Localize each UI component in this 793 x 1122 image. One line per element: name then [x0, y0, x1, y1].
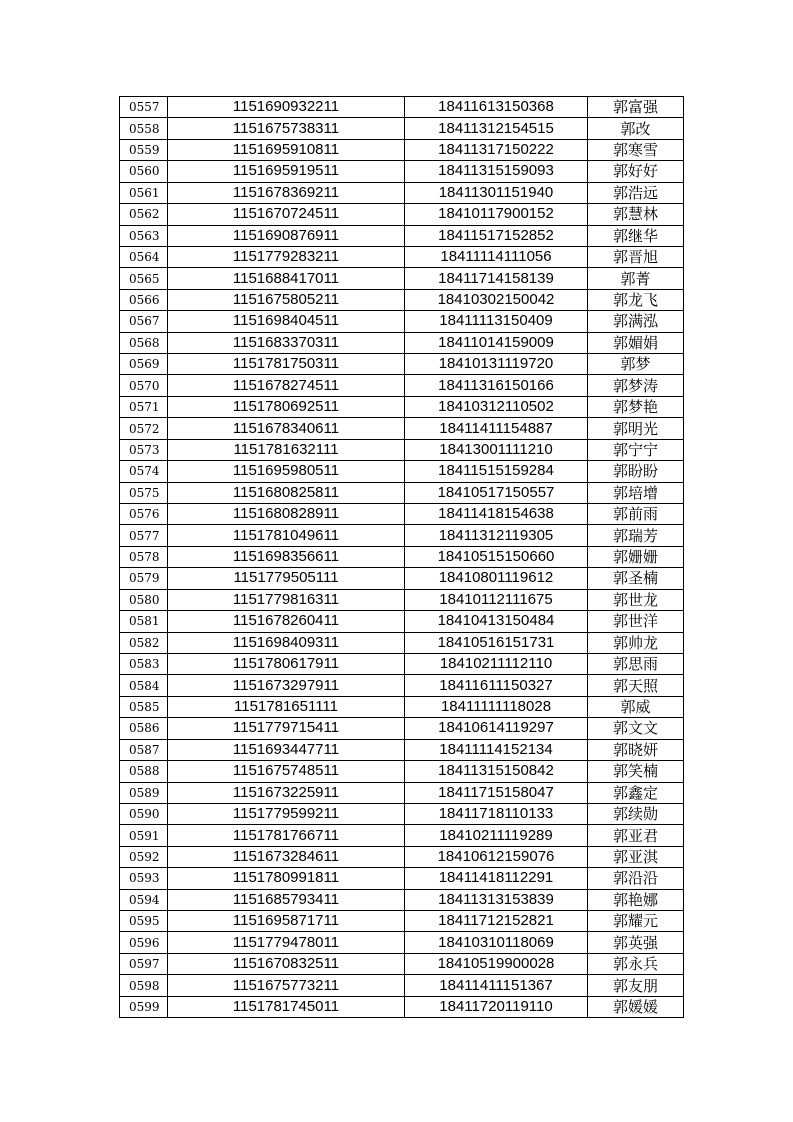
person-name-cell: 郭培增 — [588, 482, 684, 503]
id-number-cell: 1151780692511 — [168, 396, 405, 417]
phone-number-cell: 18411411154887 — [405, 418, 588, 439]
id-number-cell: 1151695910811 — [168, 139, 405, 160]
id-number-cell: 1151779816311 — [168, 589, 405, 610]
person-name-cell: 郭天照 — [588, 675, 684, 696]
table-row — [120, 846, 684, 867]
phone-number-cell: 18411313153839 — [405, 889, 588, 910]
person-name-cell: 郭龙飞 — [588, 289, 684, 310]
table-row — [120, 803, 684, 824]
person-name-cell: 郭媚娟 — [588, 332, 684, 353]
row-number-cell: 0582 — [120, 632, 168, 653]
phone-number-cell: 18410612159076 — [405, 846, 588, 867]
phone-number-cell: 18411114111056 — [405, 246, 588, 267]
phone-number-cell: 18411113150409 — [405, 311, 588, 332]
id-number-cell: 1151678274511 — [168, 375, 405, 396]
row-number-cell: 0574 — [120, 461, 168, 482]
row-number-cell: 0584 — [120, 675, 168, 696]
id-number-cell: 1151675773211 — [168, 975, 405, 996]
phone-number-cell: 18411312119305 — [405, 525, 588, 546]
person-name-cell: 郭慧林 — [588, 204, 684, 225]
table-row — [120, 139, 684, 160]
row-number-cell: 0585 — [120, 696, 168, 717]
id-number-cell: 1151779599211 — [168, 803, 405, 824]
row-number-cell: 0593 — [120, 868, 168, 889]
person-name-cell: 郭前雨 — [588, 504, 684, 525]
row-number-cell: 0564 — [120, 246, 168, 267]
phone-number-cell: 18411720119110 — [405, 996, 588, 1017]
person-name-cell: 郭耀元 — [588, 911, 684, 932]
id-number-cell: 1151781766711 — [168, 825, 405, 846]
id-number-cell: 1151670724511 — [168, 204, 405, 225]
table-row — [120, 439, 684, 460]
id-number-cell: 1151675748511 — [168, 761, 405, 782]
id-number-cell: 1151698409311 — [168, 632, 405, 653]
phone-number-cell: 18410515150660 — [405, 546, 588, 567]
table-row — [120, 161, 684, 182]
row-number-cell: 0589 — [120, 782, 168, 803]
table-row — [120, 546, 684, 567]
person-name-cell: 郭世洋 — [588, 611, 684, 632]
phone-number-cell: 18411715158047 — [405, 782, 588, 803]
person-name-cell: 郭圣楠 — [588, 568, 684, 589]
person-name-cell: 郭瑞芳 — [588, 525, 684, 546]
row-number-cell: 0566 — [120, 289, 168, 310]
row-number-cell: 0560 — [120, 161, 168, 182]
person-name-cell: 郭鑫定 — [588, 782, 684, 803]
id-number-cell: 1151695871711 — [168, 911, 405, 932]
row-number-cell: 0563 — [120, 225, 168, 246]
row-number-cell: 0594 — [120, 889, 168, 910]
person-name-cell: 郭媛媛 — [588, 996, 684, 1017]
person-name-cell: 郭宁宁 — [588, 439, 684, 460]
id-number-cell: 1151680828911 — [168, 504, 405, 525]
person-name-cell: 郭永兵 — [588, 953, 684, 974]
phone-number-cell: 18411517152852 — [405, 225, 588, 246]
id-number-cell: 1151690932211 — [168, 97, 405, 118]
table-row — [120, 118, 684, 139]
roster-table-body — [120, 97, 684, 1018]
phone-number-cell: 18413001111210 — [405, 439, 588, 460]
id-number-cell: 1151678340611 — [168, 418, 405, 439]
phone-number-cell: 18411317150222 — [405, 139, 588, 160]
person-name-cell: 郭明光 — [588, 418, 684, 439]
id-number-cell: 1151779505111 — [168, 568, 405, 589]
person-name-cell: 郭晓妍 — [588, 739, 684, 760]
id-number-cell: 1151678260411 — [168, 611, 405, 632]
row-number-cell: 0578 — [120, 546, 168, 567]
table-row — [120, 782, 684, 803]
phone-number-cell: 18411301151940 — [405, 182, 588, 203]
table-row — [120, 739, 684, 760]
id-number-cell: 1151678369211 — [168, 182, 405, 203]
phone-number-cell: 18411611150327 — [405, 675, 588, 696]
table-row — [120, 289, 684, 310]
table-row — [120, 568, 684, 589]
table-row — [120, 246, 684, 267]
phone-number-cell: 18410131119720 — [405, 354, 588, 375]
id-number-cell: 1151693447711 — [168, 739, 405, 760]
table-row — [120, 354, 684, 375]
row-number-cell: 0573 — [120, 439, 168, 460]
person-name-cell: 郭艳娜 — [588, 889, 684, 910]
id-number-cell: 1151673225911 — [168, 782, 405, 803]
id-number-cell: 1151688417011 — [168, 268, 405, 289]
phone-number-cell: 18410519900028 — [405, 953, 588, 974]
row-number-cell: 0575 — [120, 482, 168, 503]
row-number-cell: 0586 — [120, 718, 168, 739]
person-name-cell: 郭沿沿 — [588, 868, 684, 889]
row-number-cell: 0559 — [120, 139, 168, 160]
id-number-cell: 1151690876911 — [168, 225, 405, 246]
table-row — [120, 268, 684, 289]
row-number-cell: 0568 — [120, 332, 168, 353]
row-number-cell: 0570 — [120, 375, 168, 396]
phone-number-cell: 18411315150842 — [405, 761, 588, 782]
phone-number-cell: 18410614119297 — [405, 718, 588, 739]
table-row — [120, 911, 684, 932]
table-row — [120, 332, 684, 353]
roster-table — [119, 96, 684, 1018]
person-name-cell: 郭友朋 — [588, 975, 684, 996]
phone-number-cell: 18411111118028 — [405, 696, 588, 717]
phone-number-cell: 18410112111675 — [405, 589, 588, 610]
phone-number-cell: 18410211119289 — [405, 825, 588, 846]
table-row — [120, 225, 684, 246]
phone-number-cell: 18411613150368 — [405, 97, 588, 118]
person-name-cell: 郭晋旭 — [588, 246, 684, 267]
table-row — [120, 611, 684, 632]
table-row — [120, 482, 684, 503]
table-row — [120, 182, 684, 203]
table-row — [120, 825, 684, 846]
table-row — [120, 97, 684, 118]
row-number-cell: 0561 — [120, 182, 168, 203]
phone-number-cell: 18411114152134 — [405, 739, 588, 760]
person-name-cell: 郭富强 — [588, 97, 684, 118]
phone-number-cell: 18411014159009 — [405, 332, 588, 353]
table-row — [120, 204, 684, 225]
row-number-cell: 0565 — [120, 268, 168, 289]
phone-number-cell: 18411712152821 — [405, 911, 588, 932]
table-row — [120, 632, 684, 653]
person-name-cell: 郭寒雪 — [588, 139, 684, 160]
person-name-cell: 郭改 — [588, 118, 684, 139]
person-name-cell: 郭续勋 — [588, 803, 684, 824]
row-number-cell: 0590 — [120, 803, 168, 824]
id-number-cell: 1151781632111 — [168, 439, 405, 460]
row-number-cell: 0558 — [120, 118, 168, 139]
phone-number-cell: 18411515159284 — [405, 461, 588, 482]
person-name-cell: 郭梦艳 — [588, 396, 684, 417]
id-number-cell: 1151675805211 — [168, 289, 405, 310]
phone-number-cell: 18410117900152 — [405, 204, 588, 225]
id-number-cell: 1151680825811 — [168, 482, 405, 503]
phone-number-cell: 18410211112110 — [405, 653, 588, 674]
row-number-cell: 0588 — [120, 761, 168, 782]
person-name-cell: 郭好好 — [588, 161, 684, 182]
id-number-cell: 1151781745011 — [168, 996, 405, 1017]
person-name-cell: 郭亚淇 — [588, 846, 684, 867]
row-number-cell: 0569 — [120, 354, 168, 375]
id-number-cell: 1151781049611 — [168, 525, 405, 546]
phone-number-cell: 18411411151367 — [405, 975, 588, 996]
row-number-cell: 0580 — [120, 589, 168, 610]
phone-number-cell: 18410517150557 — [405, 482, 588, 503]
table-row — [120, 761, 684, 782]
phone-number-cell: 18411418154638 — [405, 504, 588, 525]
row-number-cell: 0596 — [120, 932, 168, 953]
row-number-cell: 0591 — [120, 825, 168, 846]
phone-number-cell: 18410310118069 — [405, 932, 588, 953]
table-row — [120, 504, 684, 525]
table-row — [120, 418, 684, 439]
person-name-cell: 郭威 — [588, 696, 684, 717]
row-number-cell: 0595 — [120, 911, 168, 932]
id-number-cell: 1151673284611 — [168, 846, 405, 867]
id-number-cell: 1151781651111 — [168, 696, 405, 717]
phone-number-cell: 18411312154515 — [405, 118, 588, 139]
table-row — [120, 932, 684, 953]
row-number-cell: 0598 — [120, 975, 168, 996]
phone-number-cell: 18410312110502 — [405, 396, 588, 417]
phone-number-cell: 18411718110133 — [405, 803, 588, 824]
table-row — [120, 589, 684, 610]
phone-number-cell: 18410302150042 — [405, 289, 588, 310]
id-number-cell: 1151779478011 — [168, 932, 405, 953]
person-name-cell: 郭满泓 — [588, 311, 684, 332]
table-row — [120, 375, 684, 396]
row-number-cell: 0572 — [120, 418, 168, 439]
id-number-cell: 1151698356611 — [168, 546, 405, 567]
phone-number-cell: 18411315159093 — [405, 161, 588, 182]
row-number-cell: 0583 — [120, 653, 168, 674]
id-number-cell: 1151781750311 — [168, 354, 405, 375]
table-row — [120, 396, 684, 417]
person-name-cell: 郭姗姗 — [588, 546, 684, 567]
table-row — [120, 868, 684, 889]
person-name-cell: 郭帅龙 — [588, 632, 684, 653]
table-row — [120, 696, 684, 717]
row-number-cell: 0576 — [120, 504, 168, 525]
table-row — [120, 996, 684, 1017]
phone-number-cell: 18411316150166 — [405, 375, 588, 396]
row-number-cell: 0577 — [120, 525, 168, 546]
id-number-cell: 1151695980511 — [168, 461, 405, 482]
id-number-cell: 1151779283211 — [168, 246, 405, 267]
row-number-cell: 0581 — [120, 611, 168, 632]
id-number-cell: 1151695919511 — [168, 161, 405, 182]
id-number-cell: 1151780617911 — [168, 653, 405, 674]
row-number-cell: 0587 — [120, 739, 168, 760]
row-number-cell: 0562 — [120, 204, 168, 225]
person-name-cell: 郭梦涛 — [588, 375, 684, 396]
table-row — [120, 525, 684, 546]
person-name-cell: 郭文文 — [588, 718, 684, 739]
phone-number-cell: 18410801119612 — [405, 568, 588, 589]
table-row — [120, 975, 684, 996]
row-number-cell: 0579 — [120, 568, 168, 589]
person-name-cell: 郭笑楠 — [588, 761, 684, 782]
person-name-cell: 郭浩远 — [588, 182, 684, 203]
person-name-cell: 郭英强 — [588, 932, 684, 953]
table-row — [120, 718, 684, 739]
table-row — [120, 461, 684, 482]
id-number-cell: 1151685793411 — [168, 889, 405, 910]
person-name-cell: 郭思雨 — [588, 653, 684, 674]
table-row — [120, 953, 684, 974]
row-number-cell: 0599 — [120, 996, 168, 1017]
row-number-cell: 0567 — [120, 311, 168, 332]
table-row — [120, 311, 684, 332]
row-number-cell: 0597 — [120, 953, 168, 974]
table-row — [120, 675, 684, 696]
id-number-cell: 1151698404511 — [168, 311, 405, 332]
phone-number-cell: 18410516151731 — [405, 632, 588, 653]
row-number-cell: 0557 — [120, 97, 168, 118]
table-row — [120, 653, 684, 674]
id-number-cell: 1151779715411 — [168, 718, 405, 739]
id-number-cell: 1151683370311 — [168, 332, 405, 353]
phone-number-cell: 18411714158139 — [405, 268, 588, 289]
table-row — [120, 889, 684, 910]
person-name-cell: 郭亚君 — [588, 825, 684, 846]
phone-number-cell: 18411418112291 — [405, 868, 588, 889]
id-number-cell: 1151670832511 — [168, 953, 405, 974]
person-name-cell: 郭梦 — [588, 354, 684, 375]
person-name-cell: 郭继华 — [588, 225, 684, 246]
row-number-cell: 0571 — [120, 396, 168, 417]
id-number-cell: 1151780991811 — [168, 868, 405, 889]
person-name-cell: 郭世龙 — [588, 589, 684, 610]
phone-number-cell: 18410413150484 — [405, 611, 588, 632]
id-number-cell: 1151673297911 — [168, 675, 405, 696]
row-number-cell: 0592 — [120, 846, 168, 867]
id-number-cell: 1151675738311 — [168, 118, 405, 139]
person-name-cell: 郭菁 — [588, 268, 684, 289]
person-name-cell: 郭盼盼 — [588, 461, 684, 482]
